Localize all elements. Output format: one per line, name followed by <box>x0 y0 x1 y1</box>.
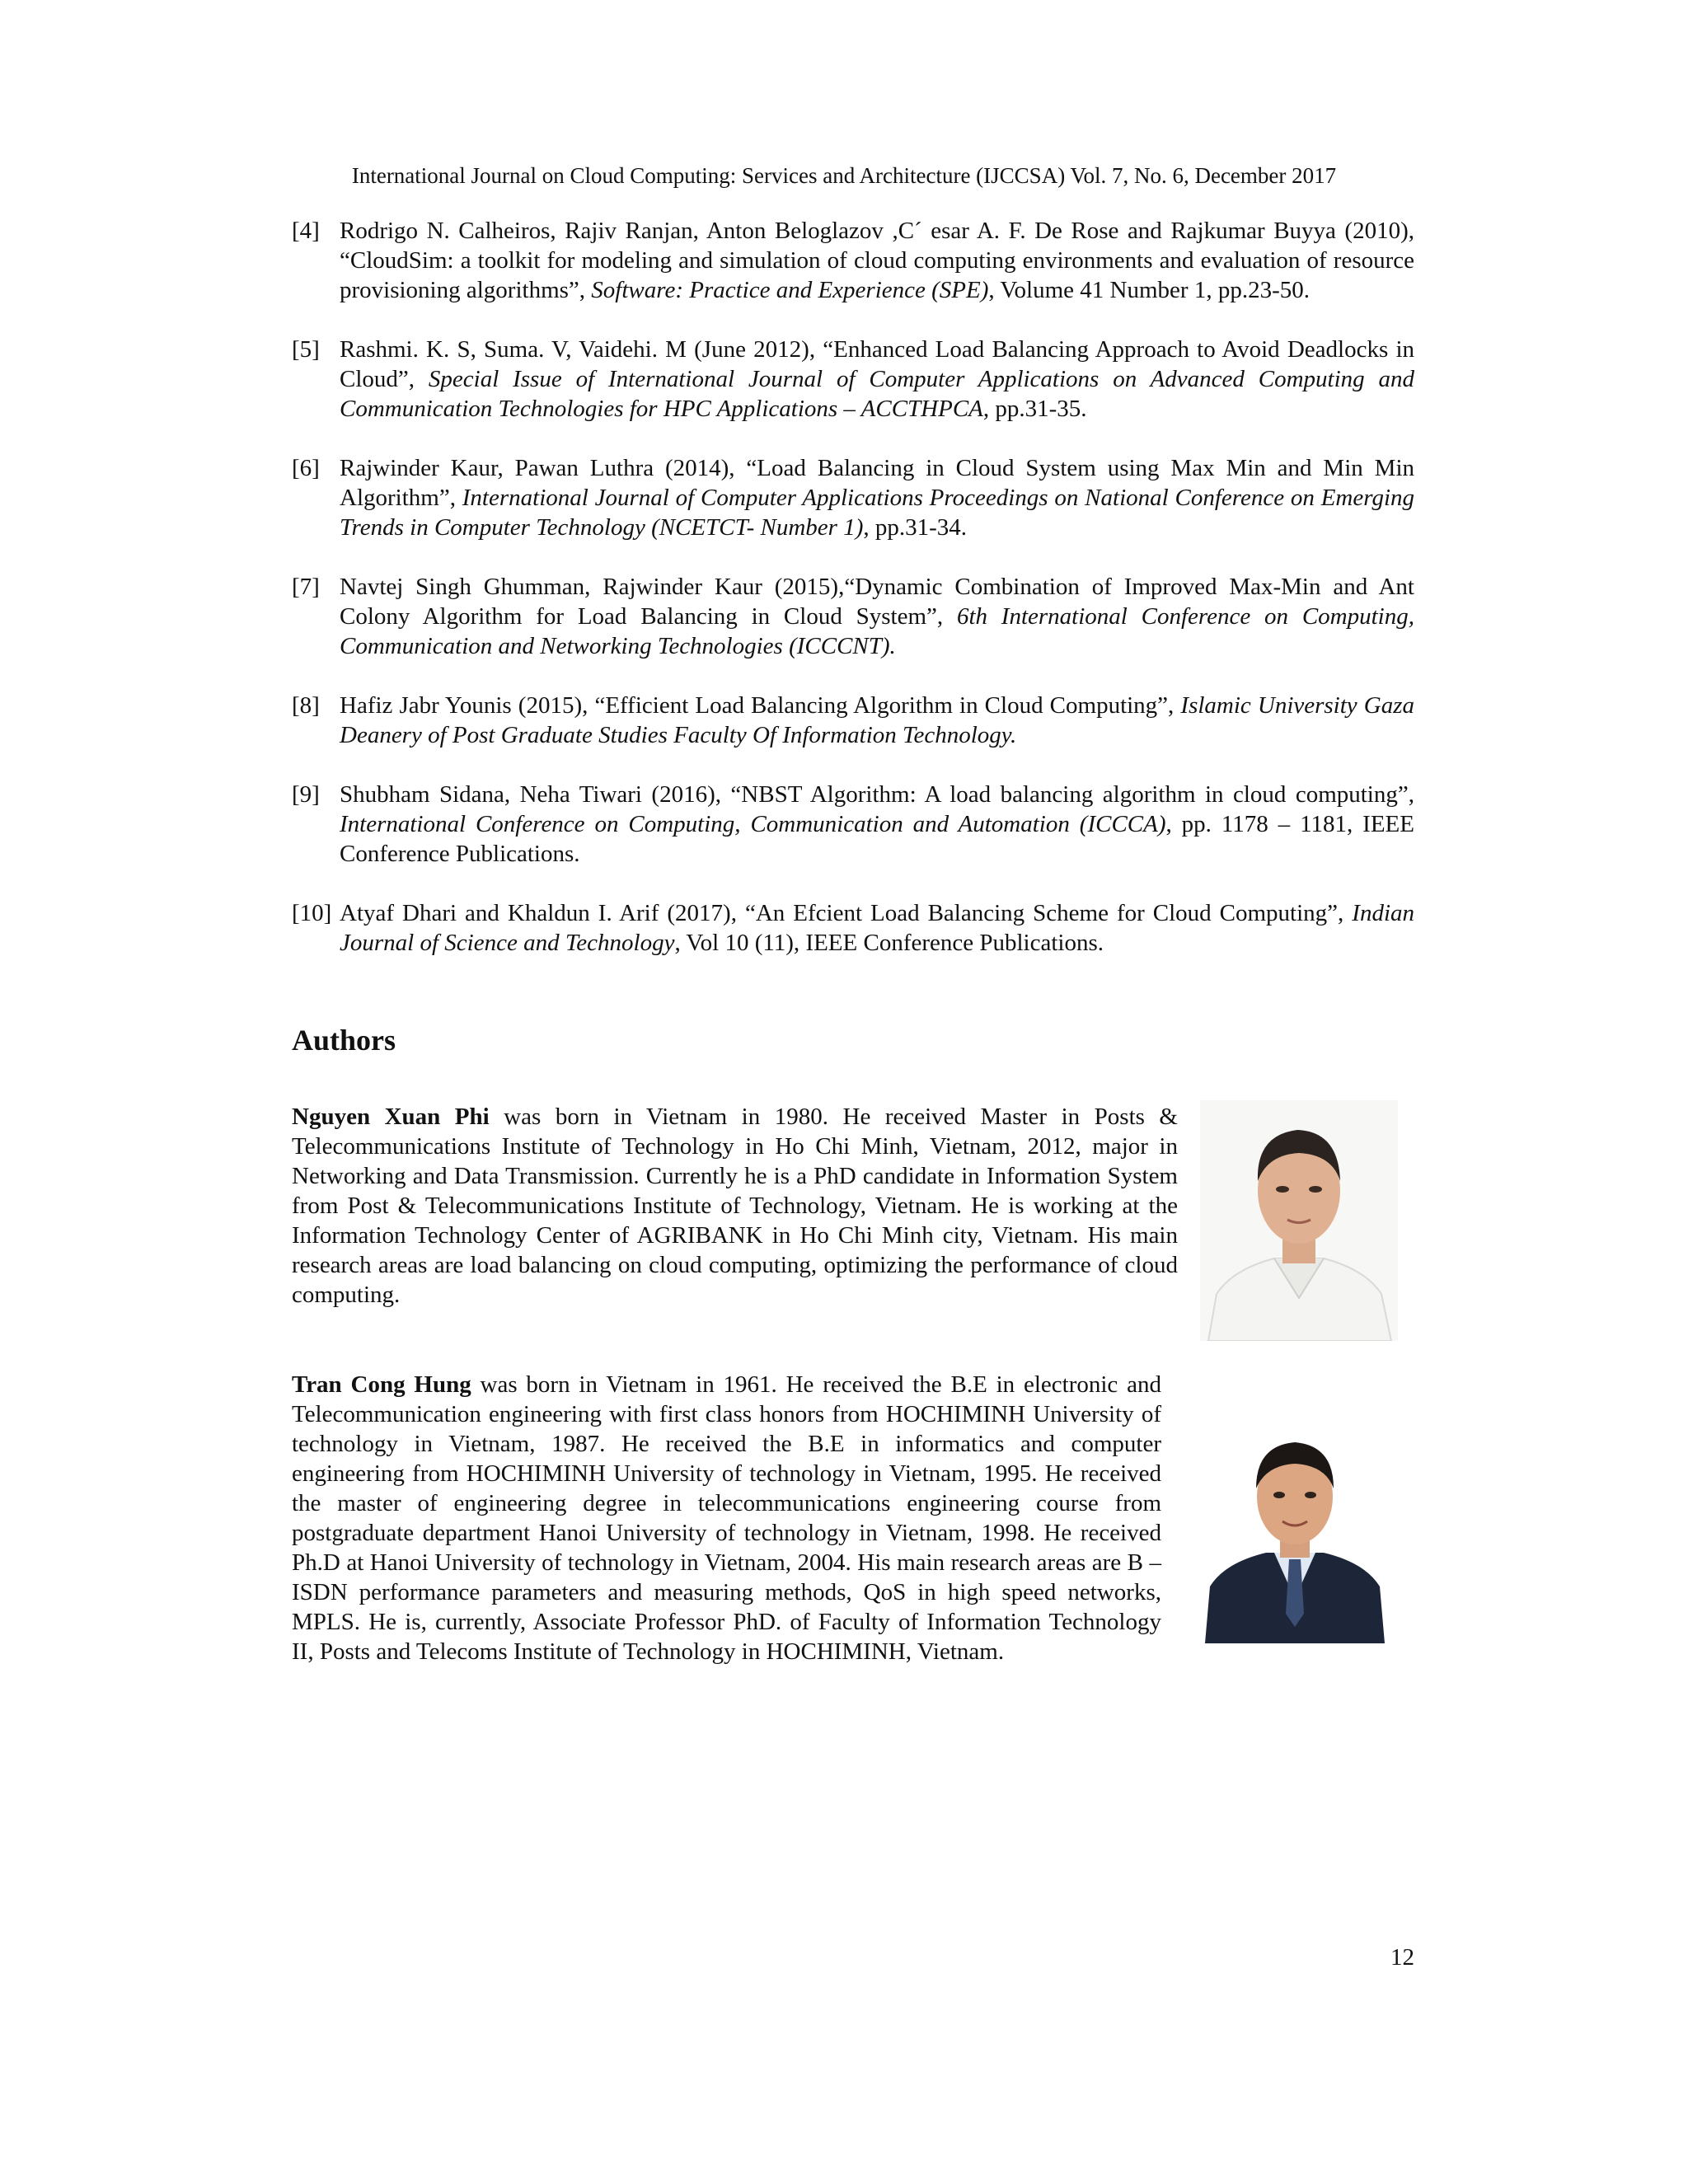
author-name: Nguyen Xuan Phi <box>292 1104 490 1130</box>
reference-text: Shubham Sidana, Neha Tiwari (2016), “NBST Algorithm: A load balancing algorithm in cloud computing”, International Conference on Computing, Communication and Automation (ICCCA), pp. 1178 – 1181, IEEE Conference Publications. <box>340 781 1414 867</box>
reference-number: [4] <box>292 218 320 244</box>
reference-item <box>292 335 1414 424</box>
reference-number: [6] <box>292 455 320 481</box>
reference-item <box>292 898 1414 958</box>
author-portrait-image <box>1202 1418 1388 1643</box>
author-portrait-image <box>1200 1100 1398 1341</box>
author-name: Tran Cong Hung <box>292 1371 471 1398</box>
reference-list <box>292 216 1414 987</box>
reference-text: Rajwinder Kaur, Pawan Luthra (2014), “Load Balancing in Cloud System using Max Min and Min Min Algorithm”, International Journal of Computer Applications Proceedings on National Conference on Emerging Trends in Computer Technology (NCETCT- Number 1), pp.31-34. <box>340 455 1414 541</box>
reference-item <box>292 453 1414 542</box>
author-bio <box>292 1370 1161 1666</box>
reference-item <box>292 216 1414 305</box>
reference-number: [10] <box>292 900 332 926</box>
page-number: 12 <box>1390 1944 1414 1971</box>
author-bio-text: was born in Vietnam in 1980. He received Master in Posts & Telecommunications Institute of Technology in Ho Chi Minh, Vietnam, 2012, major in Networking and Data Transmission. Currently he is a PhD candidate in Information System from Post & Telecommunications Institute of Technology, Vietnam. He is working at the Information Technology Center of AGRIBANK in Ho Chi Minh city, Vietnam. His main research areas are load balancing on cloud computing, optimizing the performance of cloud computing. <box>292 1104 1178 1308</box>
reference-number: [8] <box>292 692 320 719</box>
reference-number: [9] <box>292 781 320 808</box>
authors-heading: Authors <box>292 1024 396 1057</box>
reference-item <box>292 691 1414 750</box>
reference-item <box>292 780 1414 869</box>
reference-item <box>292 572 1414 661</box>
author-bio <box>292 1102 1178 1310</box>
reference-number: [5] <box>292 336 320 363</box>
reference-text: Rodrigo N. Calheiros, Rajiv Ranjan, Anton Beloglazov ,C´ esar A. F. De Rose and Rajkumar Buyya (2010), “CloudSim: a toolkit for modeling and simulation of cloud computing environments and evaluation of resource provisioning algorithms”, Software: Practice and Experience (SPE), Volume 41 Number 1, pp.23-50. <box>340 218 1414 303</box>
reference-text: Navtej Singh Ghumman, Rajwinder Kaur (2015),“Dynamic Combination of Improved Max-Min and Ant Colony Algorithm for Load Balancing in Cloud System”, 6th International Conference on Computing, Communication and Networking Technologies (ICCCNT). <box>340 574 1414 659</box>
journal-header: International Journal on Cloud Computing: Services and Architecture (IJCCSA) Vol. 7, No. 6, December 2017 <box>351 163 1337 188</box>
reference-number: [7] <box>292 574 320 600</box>
reference-text: Hafiz Jabr Younis (2015), “Efficient Load Balancing Algorithm in Cloud Computing”, Islamic University Gaza Deanery of Post Graduate Studies Faculty Of Information Technology. <box>340 692 1414 748</box>
reference-text: Rashmi. K. S, Suma. V, Vaidehi. M (June 2012), “Enhanced Load Balancing Approach to Avoid Deadlocks in Cloud”, Special Issue of International Journal of Computer Applications on Advanced Computing and Communication Technologies for HPC Applications – ACCTHPCA, pp.31-35. <box>340 336 1414 422</box>
author-bio-text: was born in Vietnam in 1961. He received the B.E in electronic and Telecommunication engineering with first class honors from HOCHIMINH University of technology in Vietnam, 1987. He received the B.E in informatics and computer engineering from HOCHIMINH University of technology in Vietnam, 1995. He received the master of engineering degree in telecommunications engineering course from postgraduate department Hanoi University of technology in Vietnam, 1998. He received Ph.D at Hanoi University of technology in Vietnam, 2004. His main research areas are B – ISDN performance parameters and measuring methods, QoS in high speed networks, MPLS. He is, currently, Associate Professor PhD. of Faculty of Information Technology II, Posts and Telecoms Institute of Technology in HOCHIMINH, Vietnam. <box>292 1371 1161 1665</box>
author-photo <box>1200 1100 1398 1341</box>
author-photo <box>1202 1418 1388 1643</box>
reference-text: Atyaf Dhari and Khaldun I. Arif (2017), “An Efcient Load Balancing Scheme for Cloud Computing”, Indian Journal of Science and Technology, Vol 10 (11), IEEE Conference Publications. <box>340 900 1414 956</box>
